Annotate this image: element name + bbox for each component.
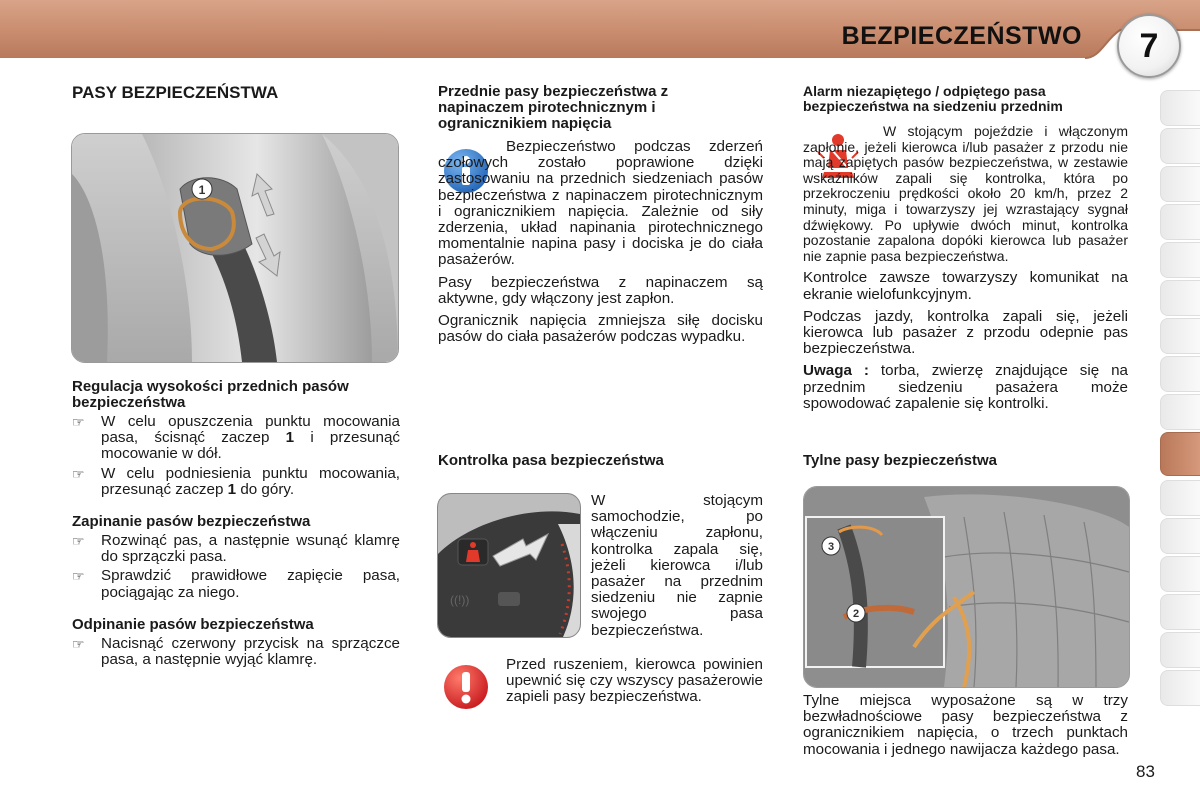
right-column-text: [803, 124, 1128, 412]
regulation-item: [72, 466, 400, 498]
section-title: BEZPIECZEŃSTWO: [841, 22, 1082, 50]
svg-text:((!)): ((!)): [450, 593, 470, 607]
hand-pointer-icon: ☞: [72, 414, 85, 430]
regulation-item-text: do góry.: [236, 480, 295, 498]
callout-ref: 1: [227, 480, 237, 498]
callout-3: 3: [827, 541, 835, 553]
fastening-item-text: Rozwinąć pas, a następnie wsunąć klamrę do sprzączki pasa.: [101, 532, 400, 566]
fastening-heading: Zapinanie pasów bezpieczeństwa: [72, 513, 311, 531]
callout-ref: 1: [285, 429, 295, 447]
rear-belts-heading: Tylne pasy bezpieczeństwa: [803, 452, 997, 469]
chapter-tab[interactable]: [1160, 90, 1200, 126]
dashboard-illustration: [438, 494, 580, 637]
limiter-text: Ogranicznik napięcia zmniejsza siłę docisku pasów do ciała pasażerów podczas wypadku.: [438, 312, 763, 346]
rear-seats-photo: [803, 486, 1130, 688]
dashboard-indicator-photo: [437, 493, 581, 638]
chapter-tab[interactable]: [1160, 318, 1200, 354]
page-number: 83: [1136, 762, 1155, 781]
warning-text-block: [506, 657, 763, 706]
chapter-tab[interactable]: [1160, 204, 1200, 240]
callout-1: 1: [198, 183, 206, 197]
hand-pointer-icon: ☞: [72, 568, 85, 585]
pretensioner-info-text: Bezpieczeństwo podczas zderzeń czołowych zostało poprawione dzięki zastosowaniu na przednich siedzeniach pasów bezpieczeństwa z napinaczem pirotechnicznym i ogranicznikiem napięcia. Zależnie od siły zderzenia, układ napinania pirotechnicznego momentalnie napina pasy i dociska je do ciała pasażerów.: [438, 138, 763, 269]
hand-pointer-icon: ☞: [72, 465, 85, 482]
rear-belts-text-block: [803, 693, 1128, 758]
indicator-text: W stojącym samochodzie, po włączeniu zapłonu, kontrolka zapala się, jeżeli kierowca i/lub pasażer na przednim siedzeniu nie zapnie swojego pasa bezpieczeństwa.: [591, 492, 763, 639]
chapter-tab[interactable]: [1160, 556, 1200, 592]
left-column-text: [72, 379, 400, 668]
rear-belts-text: Tylne miejsca wyposażone są w trzy bezwładnościowe pasy bezpieczeństwa z ogranicznikiem napięcia, o trzech punktach mocowania i jednego nawijacza każdego pasa.: [803, 692, 1128, 758]
chapter-tab[interactable]: [1160, 480, 1200, 516]
hand-pointer-icon: ☞: [72, 533, 85, 550]
chapter-tab[interactable]: [1160, 518, 1200, 554]
unfastening-heading: Odpinanie pasów bezpieczeństwa: [72, 615, 314, 633]
unfastening-item-text: Nacisnąć czerwony przycisk na sprzączce pasa, a następnie wyjąć klamrę.: [101, 634, 400, 669]
callout-2: 2: [852, 608, 860, 620]
chapter-badge: [1117, 14, 1181, 78]
main-title: PASY BEZPIECZEŃSTWA: [72, 83, 279, 102]
chapter-tab[interactable]: [1160, 632, 1200, 668]
warning-icon: [443, 664, 489, 710]
chapter-tab[interactable]: [1160, 280, 1200, 316]
regulation-item: [72, 414, 400, 463]
note-text: torba, zwierzę znajdujące się na przednim siedzeniu pasażera może spowodować zapalenie się kontrolki.: [803, 362, 1128, 412]
chapter-tab[interactable]: [1160, 394, 1200, 430]
alarm-text: W stojącym pojeździe i włączonym zapłonie, jeżeli kierowca i/lub pasażer z przodu nie mają zapiętych pasów bezpieczeństwa, w zestawie wskaźników zapali się kontrolka, która po przekroczeniu prędkości około 20 km/h, przez 2 minuty, miga i towarzyszy jej wzrastający sygnał dźwiękowy. Po upływie dwóch minut, kontrolka pozostanie zapalona dopóki kierowca lub pasażer nie zapnie pasa bezpieczeństwa.: [803, 123, 1128, 264]
regulation-heading: Regulacja wysokości przednich pasów bezpieczeństwa: [72, 378, 349, 411]
fastening-item: [72, 568, 400, 600]
unfastening-item: [72, 636, 400, 668]
indicator-text-block: [591, 493, 763, 639]
pretensioner-active-text: Pasy bezpieczeństwa z napinaczem są aktywne, gdy włączony jest zapłon.: [438, 273, 763, 307]
pretensioner-heading: Przednie pasy bezpieczeństwa z napinaczem pirotechnicznym i ogranicznikiem napięcia: [438, 83, 669, 132]
chapter-tab[interactable]: [1160, 594, 1200, 630]
indicator-heading: Kontrolka pasa bezpieczeństwa: [438, 452, 664, 469]
rear-seats-illustration: [804, 487, 1129, 687]
front-belt-illustration: [72, 134, 398, 362]
chapter-tab[interactable]: [1160, 242, 1200, 278]
driving-indicator-text: Podczas jazdy, kontrolka zapali się, jeżeli kierowca lub pasażer z przodu odepnie pas bezpieczeństwa.: [803, 307, 1128, 358]
middle-column-text: [438, 139, 763, 345]
alarm-heading: Alarm niezapiętego / odpiętego pasa bezpieczeństwa na siedzeniu przednim: [803, 83, 1063, 114]
chapter-tab-active[interactable]: [1160, 432, 1200, 476]
chapter-tab[interactable]: [1160, 166, 1200, 202]
note-paragraph: [803, 363, 1128, 412]
hand-pointer-icon: ☞: [72, 635, 85, 652]
fastening-item-text: Sprawdzić prawidłowe zapięcie pasa, pociągając za niego.: [101, 567, 400, 601]
regulation-item-text: W celu opuszczenia punktu mocowania pasa, ścisnąć zaczep: [101, 413, 400, 447]
chapter-tabs: [1160, 90, 1200, 730]
chapter-number: 7: [1139, 26, 1159, 65]
regulation-item-text: i przesunąć mocowanie w dół.: [101, 429, 400, 463]
multifunction-display-text: Kontrolce zawsze towarzyszy komunikat na ekranie wielofunkcyjnym.: [803, 269, 1128, 303]
fastening-item: [72, 533, 400, 565]
front-belt-photo: [71, 133, 399, 363]
note-label: Uwaga :: [803, 362, 869, 380]
warning-text: Przed ruszeniem, kierowca powinien upewnić się czy wszyscy pasażerowie zapieli pasy bezpieczeństwa.: [506, 656, 763, 706]
regulation-item-text: W celu podniesienia punktu mocowania, przesunąć zaczep: [101, 464, 400, 498]
chapter-tab[interactable]: [1160, 128, 1200, 164]
chapter-tab[interactable]: [1160, 670, 1200, 706]
chapter-tab[interactable]: [1160, 356, 1200, 392]
